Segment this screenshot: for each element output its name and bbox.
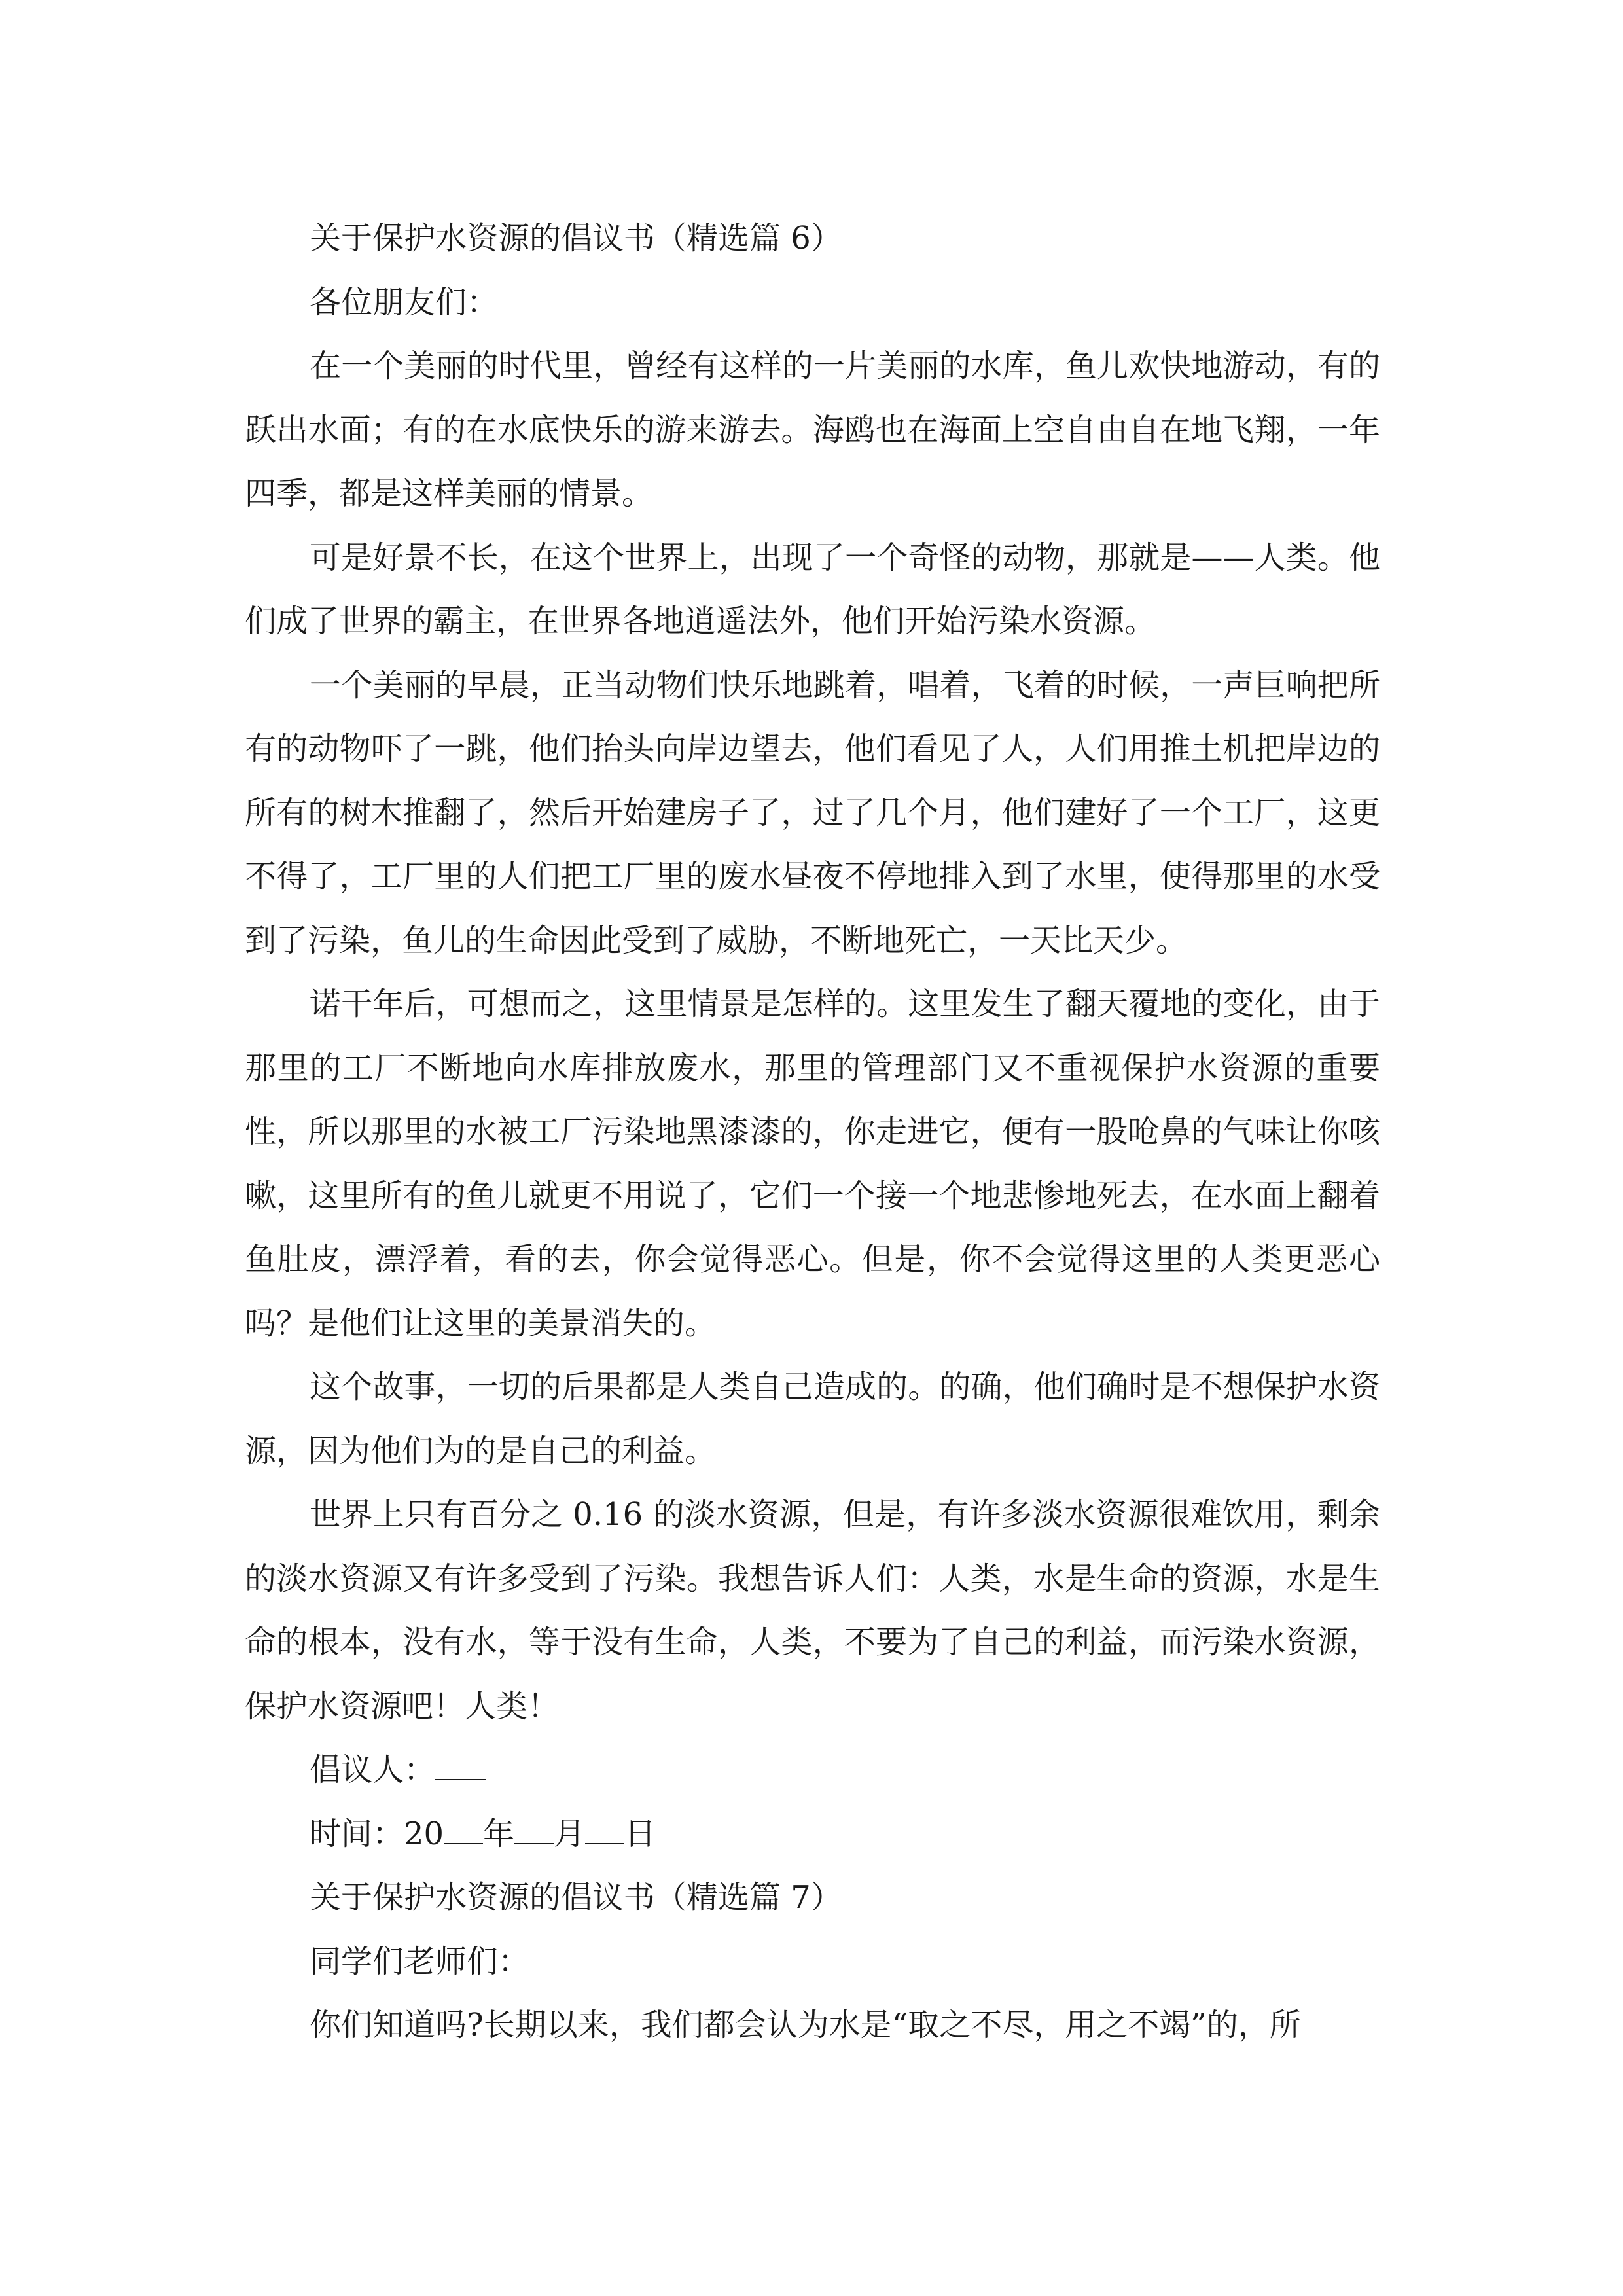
date-line	[245, 1803, 1380, 1867]
paragraph: 这个故事，一切的后果都是人类自己造成的。的确，他们确时是不想保护水资源，因为他们为的是自己的利益。	[245, 1369, 1380, 1469]
salutation-7: 同学们老师们：	[310, 1943, 530, 1980]
date-day-label: 日	[624, 1815, 656, 1852]
date-month-label: 月	[554, 1815, 586, 1852]
paragraph: 世界上只有百分之 0.16 的淡水资源，但是，有许多淡水资源很难饮用，剩余的淡水资源又有许多受到了污染。我想告诉人们：人类，水是生命的资源，水是生命的根本，没有水，等于没有生命，人类，不要为了自己的利益，而污染水资源，保护水资源吧！人类！	[245, 1496, 1380, 1725]
opening-line-7: 你们知道吗?长期以来，我们都会认为水是“取之不尽，用之不竭”的，所	[310, 2007, 1301, 2043]
date-prefix: 时间：20	[310, 1815, 444, 1852]
day-blank	[585, 1817, 624, 1844]
document-body	[245, 207, 1380, 2058]
year-blank	[444, 1817, 483, 1844]
salutation-6: 各位朋友们：	[310, 283, 499, 321]
section-heading-6: 关于保护水资源的倡议书（精选篇 6）	[310, 220, 842, 257]
signer-blank	[435, 1753, 486, 1780]
date-year-label: 年	[483, 1815, 515, 1852]
paragraph: 在一个美丽的时代里，曾经有这样的一片美丽的水库，鱼儿欢快地游动，有的跃出水面；有的在水底快乐的游来游去。海鸥也在海面上空自由自在地飞翔，一年四季，都是这样美丽的情景。	[245, 348, 1380, 512]
section-heading-7: 关于保护水资源的倡议书（精选篇 7）	[310, 1879, 842, 1916]
paragraph: 一个美丽的早晨，正当动物们快乐地跳着，唱着，飞着的时候，一声巨响把所有的动物吓了一跳，他们抬头向岸边望去，他们看见了人，人们用推土机把岸边的所有的树木推翻了，然后开始建房子了，过了几个月，他们建好了一个工厂，这更不得了，工厂里的人们把工厂里的废水昼夜不停地排入到了水里，使得那里的水受到了污染，鱼儿的生命因此受到了威胁，不断地死亡，一天比天少。	[245, 666, 1380, 959]
month-blank	[514, 1817, 554, 1844]
paragraph: 可是好景不长，在这个世界上，出现了一个奇怪的动物，那就是——人类。他们成了世界的霸主，在世界各地逍遥法外，他们开始污染水资源。	[245, 539, 1380, 639]
paragraph: 诺干年后，可想而之，这里情景是怎样的。这里发生了翻天覆地的变化，由于那里的工厂不断地向水库排放废水，那里的管理部门又不重视保护水资源的重要性，所以那里的水被工厂污染地黑漆漆的，你走进它，便有一股呛鼻的气味让你咳嗽，这里所有的鱼儿就更不用说了，它们一个接一个地悲惨地死去，在水面上翻着鱼肚皮，漂浮着，看的去，你会觉得恶心。但是，你不会觉得这里的人类更恶心吗？是他们让这里的美景消失的。	[245, 986, 1380, 1342]
signer-line	[245, 1738, 1380, 1803]
signer-label: 倡议人：	[310, 1751, 436, 1788]
